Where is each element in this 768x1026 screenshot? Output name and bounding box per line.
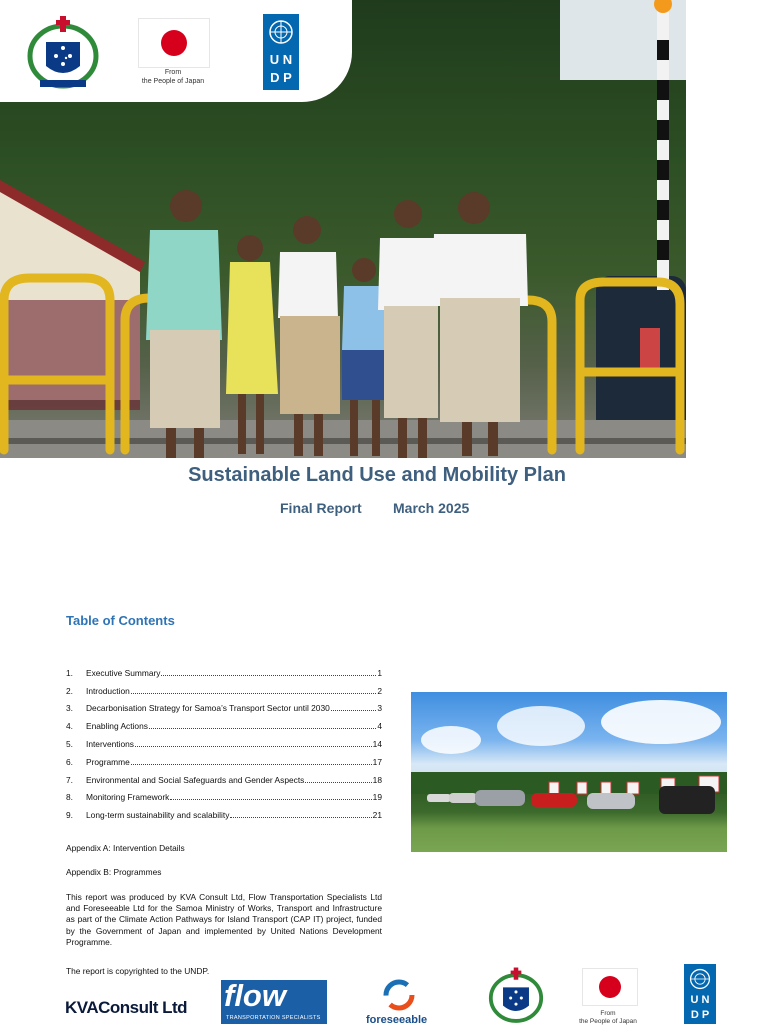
japan-caption-line-2: the People of Japan: [141, 78, 205, 85]
toc-item-number: 5.: [66, 738, 73, 749]
logo-bar: [0, 0, 352, 102]
toc-item[interactable]: [66, 802, 382, 820]
toc-item-page: 4: [377, 721, 382, 732]
toc-heading: Table of Contents: [66, 613, 175, 628]
japan-caption-line-1: From: [164, 69, 182, 76]
toc-item-page: 14: [372, 738, 382, 749]
japan-caption-line-1: From: [600, 1010, 616, 1017]
toc-item-title: Enabling Actions: [86, 721, 148, 732]
foreseeable-logo: foreseeable: [366, 1014, 428, 1026]
japan-flag-icon: [582, 968, 638, 1006]
un-globe-icon: [688, 967, 712, 991]
flow-wordmark: flow: [224, 978, 286, 1013]
toc-item[interactable]: [66, 767, 382, 785]
toc-item-page: 19: [372, 792, 382, 803]
electric-vehicles-photo: [411, 692, 727, 852]
toc-item-number: 9.: [66, 810, 73, 821]
samoa-seal-icon: [485, 966, 547, 1024]
toc-item[interactable]: [66, 731, 382, 749]
toc-item-page: 1: [377, 667, 382, 678]
toc-item-number: 4.: [66, 721, 73, 732]
toc-item-title: Environmental and Social Safeguards and Gender Aspects: [86, 774, 305, 785]
copyright-text: The report is copyrighted to the UNDP.: [66, 966, 210, 976]
toc-item-title: Programme: [86, 756, 130, 767]
toc-list: [66, 660, 382, 820]
toc-item[interactable]: [66, 785, 382, 803]
toc-item-title: Introduction: [86, 685, 130, 696]
toc-item-number: 6.: [66, 756, 73, 767]
toc-item-number: 3.: [66, 703, 73, 714]
undp-letters-top: U N: [690, 994, 710, 1006]
toc-item-page: 21: [372, 810, 382, 821]
toc-item[interactable]: [66, 696, 382, 714]
produced-by-paragraph: [66, 892, 382, 948]
toc-item[interactable]: [66, 713, 382, 731]
undp-letters-bottom: D P: [270, 70, 292, 85]
toc-item-page: 2: [377, 685, 382, 696]
undp-logo: [684, 964, 716, 1024]
flow-subtitle: TRANSPORTATION SPECIALISTS: [226, 1015, 321, 1021]
toc-item-title: Interventions: [86, 738, 134, 749]
ev-photo-scene: [411, 692, 727, 852]
kva-consult-logo: KVAConsult Ltd: [65, 998, 188, 1017]
appendix-b[interactable]: Appendix B: Programmes: [66, 867, 162, 877]
un-globe-icon: [267, 18, 295, 46]
japan-flag-icon: [138, 18, 210, 68]
toc-item[interactable]: [66, 660, 382, 678]
foreseeable-ring-icon: [382, 978, 416, 1012]
toc-item-page: 17: [372, 756, 382, 767]
toc-item-number: 7.: [66, 774, 73, 785]
undp-letters-bottom: D P: [690, 1009, 710, 1021]
appendix-a[interactable]: Appendix A: Intervention Details: [66, 843, 185, 853]
toc-item-title: Decarbonisation Strategy for Samoa’s Transport Sector until 2030: [86, 703, 330, 714]
toc-item-number: 1.: [66, 667, 73, 678]
toc-item-page: 18: [372, 774, 382, 785]
japan-aid-caption: [128, 68, 218, 86]
undp-logo: [263, 14, 299, 90]
undp-letters-top: U N: [269, 52, 293, 67]
toc-item[interactable]: [66, 749, 382, 767]
report-date: March 2025: [393, 500, 470, 516]
samoa-seal-icon: [26, 14, 100, 90]
toc-item-title: Monitoring Framework: [86, 792, 170, 803]
report-type: Final Report: [280, 500, 362, 516]
toc-item[interactable]: [66, 678, 382, 696]
toc-item-title: Executive Summary: [86, 667, 161, 678]
toc-item-page: 3: [377, 703, 382, 714]
produced-by-text: This report was produced by KVA Consult Ltd, Flow Transportation Specialists Ltd and Foreseeable Ltd for the Samoa Ministry of Works, Transport and Infrastructure as part of the Climate Action Pathways for Island Transport (CAP IT) project, funded by the Government of Japan and implemented by United Nations Development Programme.: [66, 892, 382, 947]
report-title: Sustainable Land Use and Mobility Plan: [188, 464, 566, 486]
toc-item-number: 2.: [66, 685, 73, 696]
japan-caption-line-2: the People of Japan: [579, 1018, 637, 1025]
toc-item-number: 8.: [66, 792, 73, 803]
flow-logo: [221, 980, 327, 1024]
toc-item-title: Long-term sustainability and scalability: [86, 810, 230, 821]
